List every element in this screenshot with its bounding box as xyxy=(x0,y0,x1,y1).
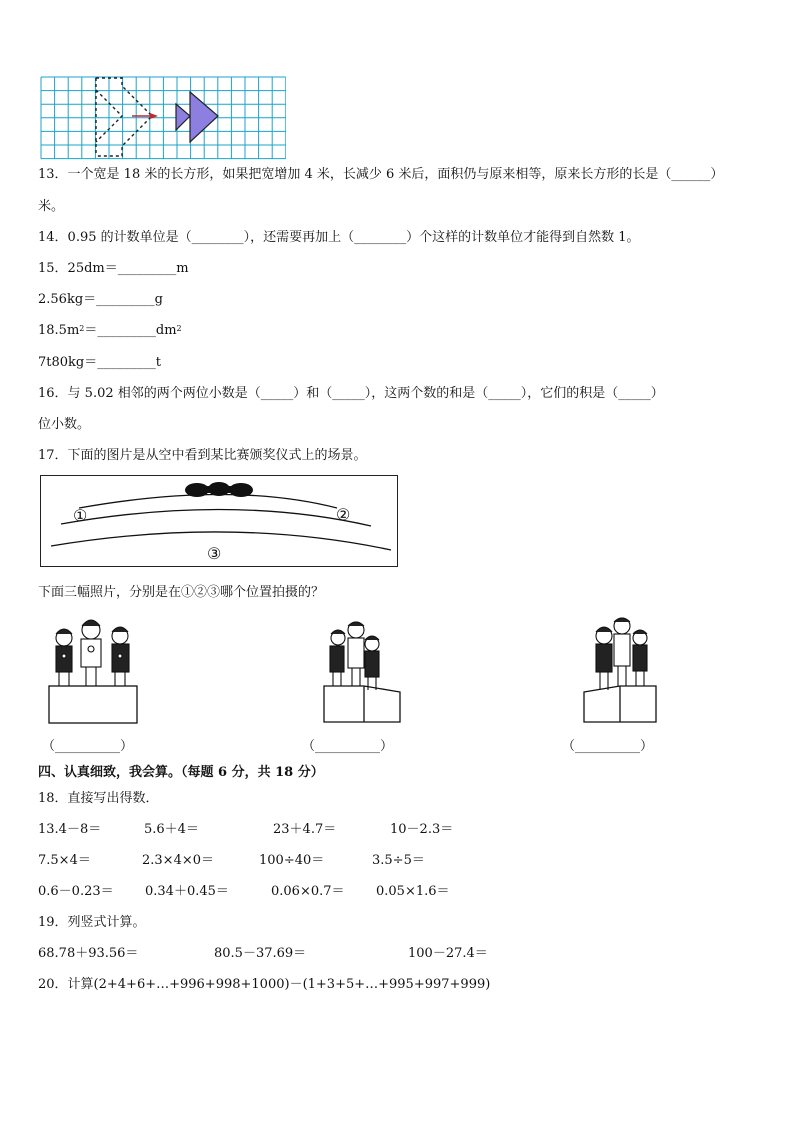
vertical-calc-item: 100－27.4＝ xyxy=(408,946,488,961)
calc-item: 0.06×0.7＝ xyxy=(271,884,345,899)
answer-blank-2[interactable]: （__________） xyxy=(302,739,394,754)
aerial-view-diagram xyxy=(40,475,398,567)
question-13-cont: 米。 xyxy=(38,199,65,214)
position-1-label: ① xyxy=(73,506,88,525)
calc-item: 100÷40＝ xyxy=(259,853,325,868)
question-19-title: 19．列竖式计算。 xyxy=(38,915,146,930)
question-17-prompt: 下面三幅照片，分别是在①②③哪个位置拍摄的？ xyxy=(38,585,325,600)
question-16-cont: 位小数。 xyxy=(38,417,91,432)
position-3-label: ③ xyxy=(207,544,222,563)
grid-lines xyxy=(41,77,286,159)
question-15-line-1: 15．25dm＝_________m xyxy=(38,261,189,276)
question-16: 16．与 5.02 相邻的两个两位小数是（_____）和（_____），这两个数的和是（_____），它们的积是（_____） xyxy=(38,386,664,401)
translated-shape xyxy=(176,92,218,142)
person-left xyxy=(56,629,72,686)
calc-item: 10－2.3＝ xyxy=(390,822,454,837)
calc-item: 0.6－0.23＝ xyxy=(38,884,114,899)
question-13: 13．一个宽是 18 米的长方形，如果把宽增加 4 米，长减少 6 米后，面积仍与原来相等，原来长方形的长是（______） xyxy=(38,167,724,182)
calc-item: 23＋4.7＝ xyxy=(273,822,337,837)
section-4-title: 四、认真细致，我会算。（每题 6 分，共 18 分） xyxy=(38,765,324,780)
question-15-line-3: $18.5m^2=\_\_\_\_\_\_\_\_\_dm^2$ xyxy=(38,323,182,338)
calc-item: 2.3×4×0＝ xyxy=(142,853,215,868)
photo-1-front-view xyxy=(46,612,140,726)
calc-item: 0.34＋0.45＝ xyxy=(145,884,229,899)
answer-blank-3[interactable]: （__________） xyxy=(562,739,654,754)
vertical-calc-item: 80.5－37.69＝ xyxy=(214,946,307,961)
calc-item: 0.05×1.6＝ xyxy=(376,884,450,899)
question-17: 17．下面的图片是从空中看到某比赛颁奖仪式上的场景。 xyxy=(38,448,367,463)
question-20: 20．计算(2+4+6+…+996+998+1000)－(1+3+5+…+995+997+999) xyxy=(38,977,491,992)
question-15-line-4: 7t80kg＝_________t xyxy=(38,355,161,370)
person-right xyxy=(112,627,129,686)
question-15-line-2: 2.56kg＝_________g xyxy=(38,292,163,307)
translation-grid-figure xyxy=(40,76,286,160)
calc-item: 3.5÷5＝ xyxy=(372,853,425,868)
calc-item: 7.5×4＝ xyxy=(38,853,91,868)
position-2-label: ② xyxy=(336,505,351,524)
photo-2-side-view xyxy=(320,618,404,726)
answer-blank-1[interactable]: （__________） xyxy=(42,739,134,754)
vertical-calc-item: 68.78＋93.56＝ xyxy=(38,946,139,961)
dashed-original-shape xyxy=(96,78,152,156)
question-18-title: 18．直接写出得数． xyxy=(38,791,159,806)
calc-item: 5.6＋4＝ xyxy=(144,822,199,837)
question-14: 14．0.95 的计数单位是（________），还需要再加上（________）个这样的计数单位才能得到自然数 1。 xyxy=(38,230,640,245)
person-center xyxy=(81,620,101,686)
calc-item: 13.4－8＝ xyxy=(38,822,102,837)
photo-3-side-view xyxy=(580,614,664,726)
